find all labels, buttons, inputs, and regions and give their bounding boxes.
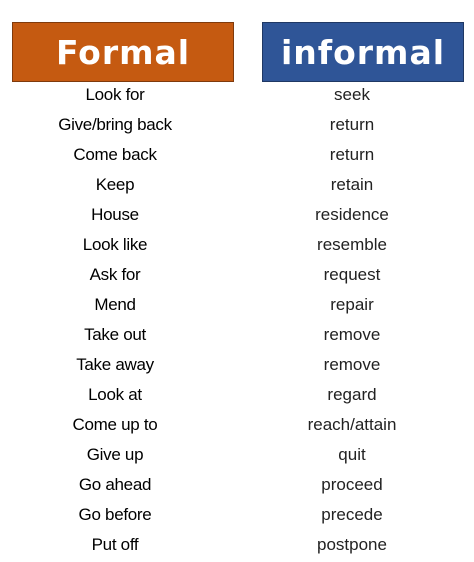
informal-word: remove <box>323 325 381 344</box>
informal-column-header <box>262 22 464 82</box>
table-row <box>0 80 474 110</box>
table-row <box>0 470 474 500</box>
table-row <box>0 170 474 200</box>
formal-word: Give/bring back <box>58 115 172 134</box>
informal-word: remove <box>323 355 381 374</box>
informal-word: reach/attain <box>307 415 397 434</box>
formal-word: Go ahead <box>78 475 152 494</box>
formal-word: Look like <box>82 235 148 254</box>
table-row <box>0 140 474 170</box>
formal-word: Ask for <box>89 265 141 284</box>
informal-word: precede <box>321 505 383 524</box>
formal-word: Come up to <box>72 415 158 434</box>
informal-word: return <box>329 145 375 164</box>
formal-word: Mend <box>94 295 136 314</box>
formal-word: Keep <box>95 175 135 194</box>
informal-word: return <box>329 115 375 134</box>
formal-word: House <box>91 205 139 224</box>
informal-word: request <box>323 265 381 284</box>
table-row <box>0 380 474 410</box>
formal-word: Give up <box>86 445 144 464</box>
formal-word: Take away <box>76 355 154 374</box>
table-row <box>0 200 474 230</box>
formal-header-label: Formal <box>55 32 191 72</box>
table-row <box>0 230 474 260</box>
informal-word: postpone <box>317 535 387 554</box>
informal-word: resemble <box>317 235 387 254</box>
informal-word: repair <box>330 295 374 314</box>
table-row <box>0 410 474 440</box>
formal-word: Look at <box>88 385 142 404</box>
word-pairs-list <box>0 80 474 560</box>
table-row <box>0 350 474 380</box>
table-row <box>0 260 474 290</box>
informal-word: quit <box>338 445 366 464</box>
formal-word: Go before <box>78 505 152 524</box>
informal-header-label: informal <box>280 32 446 72</box>
formal-word: Come back <box>73 145 157 164</box>
informal-word: seek <box>334 85 370 104</box>
table-row <box>0 440 474 470</box>
informal-word: retain <box>330 175 374 194</box>
formal-column-header <box>12 22 234 82</box>
formal-word: Look for <box>85 85 145 104</box>
formal-word: Put off <box>91 535 139 554</box>
formal-word: Take out <box>84 325 146 344</box>
table-row <box>0 530 474 560</box>
table-row <box>0 110 474 140</box>
informal-word: regard <box>327 385 377 404</box>
informal-word: proceed <box>321 475 383 494</box>
informal-word: residence <box>315 205 389 224</box>
table-row <box>0 320 474 350</box>
table-row <box>0 290 474 320</box>
table-row <box>0 500 474 530</box>
